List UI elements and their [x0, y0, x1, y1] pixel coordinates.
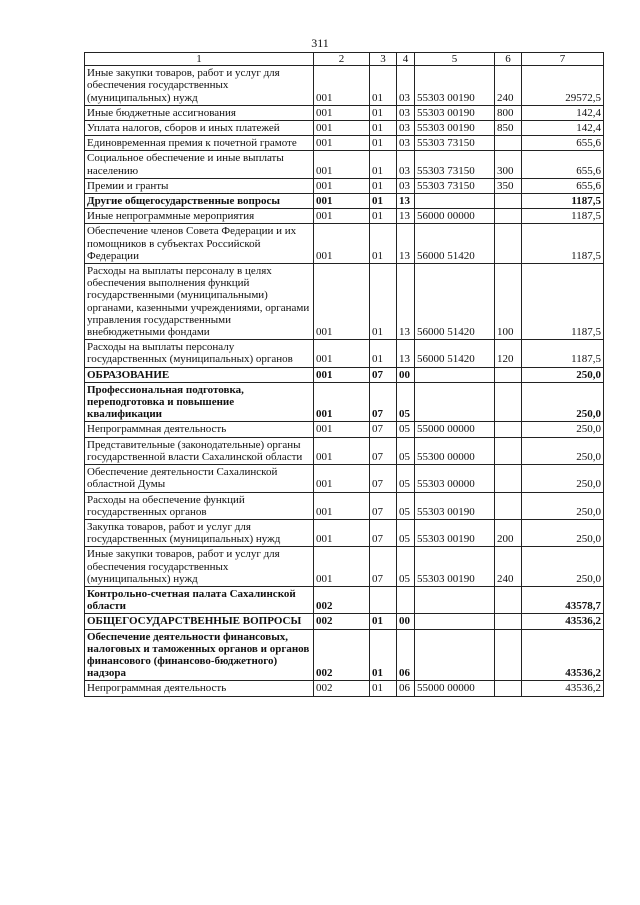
- table-row: [85, 209, 604, 224]
- item-name: Обеспечение членов Совета Федерации и их помощников в субъектах Российской Федерации: [85, 224, 314, 264]
- expense-type-code: [495, 209, 522, 224]
- expense-type-code: [495, 194, 522, 209]
- item-name: Иные закупки товаров, работ и услуг для обеспечения государственных (муниципальных) нужд: [85, 66, 314, 106]
- section-code: 01: [370, 66, 397, 106]
- amount: 655,6: [522, 151, 604, 178]
- ministry-code: 001: [314, 492, 370, 519]
- section-code: 01: [370, 340, 397, 367]
- item-name: Иные закупки товаров, работ и услуг для обеспечения государственных (муниципальных) нужд: [85, 547, 314, 587]
- amount: 43536,2: [522, 629, 604, 681]
- item-name: Расходы на выплаты персоналу государственных (муниципальных) органов: [85, 340, 314, 367]
- expense-type-code: 100: [495, 264, 522, 340]
- item-name: Другие общегосударственные вопросы: [85, 194, 314, 209]
- item-name: Непрограммная деятельность: [85, 422, 314, 437]
- subsection-code: 06: [397, 629, 415, 681]
- expense-type-code: [495, 367, 522, 382]
- ministry-code: 001: [314, 422, 370, 437]
- subsection-code: 06: [397, 681, 415, 696]
- subsection-code: 03: [397, 151, 415, 178]
- subsection-code: 00: [397, 367, 415, 382]
- section-code: 07: [370, 465, 397, 492]
- amount: 250,0: [522, 382, 604, 422]
- section-code: 01: [370, 264, 397, 340]
- table-row: [85, 178, 604, 193]
- target-article-code: [415, 194, 495, 209]
- expense-type-code: [495, 136, 522, 151]
- subsection-code: 00: [397, 614, 415, 629]
- target-article-code: 55303 00190: [415, 66, 495, 106]
- target-article-code: 55303 00190: [415, 105, 495, 120]
- table-row: [85, 121, 604, 136]
- table-row: [85, 437, 604, 464]
- ministry-code: 001: [314, 121, 370, 136]
- target-article-code: 56000 00000: [415, 209, 495, 224]
- amount: 655,6: [522, 136, 604, 151]
- section-code: 07: [370, 367, 397, 382]
- expense-type-code: [495, 382, 522, 422]
- table-row: [85, 519, 604, 546]
- item-name: Иные непрограммные мероприятия: [85, 209, 314, 224]
- amount: 43536,2: [522, 681, 604, 696]
- section-code: 01: [370, 151, 397, 178]
- amount: 1187,5: [522, 224, 604, 264]
- target-article-code: 55303 00190: [415, 547, 495, 587]
- subsection-code: 13: [397, 340, 415, 367]
- ministry-code: 001: [314, 382, 370, 422]
- amount: 250,0: [522, 492, 604, 519]
- ministry-code: 001: [314, 547, 370, 587]
- ministry-code: 002: [314, 629, 370, 681]
- table-row: [85, 264, 604, 340]
- item-name: Обеспечение деятельности Сахалинской областной Думы: [85, 465, 314, 492]
- expense-type-code: [495, 422, 522, 437]
- amount: 655,6: [522, 178, 604, 193]
- subsection-code: 03: [397, 121, 415, 136]
- table-row: [85, 629, 604, 681]
- subsection-code: 13: [397, 224, 415, 264]
- section-code: 01: [370, 681, 397, 696]
- target-article-code: 56000 51420: [415, 264, 495, 340]
- ministry-code: 001: [314, 367, 370, 382]
- ministry-code: 001: [314, 105, 370, 120]
- column-number: 4: [397, 53, 415, 66]
- subsection-code: [397, 586, 415, 613]
- target-article-code: [415, 586, 495, 613]
- column-number: 1: [85, 53, 314, 66]
- subsection-code: 05: [397, 382, 415, 422]
- amount: 29572,5: [522, 66, 604, 106]
- column-number: 7: [522, 53, 604, 66]
- item-name: Иные бюджетные ассигнования: [85, 105, 314, 120]
- item-name: Уплата налогов, сборов и иных платежей: [85, 121, 314, 136]
- amount: 1187,5: [522, 264, 604, 340]
- ministry-code: 001: [314, 340, 370, 367]
- target-article-code: 55303 73150: [415, 178, 495, 193]
- expense-type-code: [495, 586, 522, 613]
- subsection-code: 13: [397, 209, 415, 224]
- section-code: 07: [370, 519, 397, 546]
- target-article-code: 55303 00190: [415, 519, 495, 546]
- expense-type-code: [495, 614, 522, 629]
- ministry-code: 001: [314, 209, 370, 224]
- amount: 1187,5: [522, 194, 604, 209]
- item-name: Социальное обеспечение и иные выплаты населению: [85, 151, 314, 178]
- table-row: [85, 194, 604, 209]
- expense-type-code: [495, 465, 522, 492]
- ministry-code: 001: [314, 465, 370, 492]
- page-number: 311: [311, 36, 329, 50]
- table-row: [85, 136, 604, 151]
- ministry-code: 001: [314, 264, 370, 340]
- amount: 43536,2: [522, 614, 604, 629]
- subsection-code: 03: [397, 136, 415, 151]
- ministry-code: 001: [314, 136, 370, 151]
- item-name: Закупка товаров, работ и услуг для государственных (муниципальных) нужд: [85, 519, 314, 546]
- item-name: Обеспечение деятельности финансовых, налоговых и таможенных органов и органов финансового (финансово-бюджетного) надзора: [85, 629, 314, 681]
- item-name: Расходы на обеспечение функций государственных органов: [85, 492, 314, 519]
- expense-type-code: 800: [495, 105, 522, 120]
- ministry-code: 002: [314, 614, 370, 629]
- item-name: Контрольно-счетная палата Сахалинской области: [85, 586, 314, 613]
- item-name: ОБРАЗОВАНИЕ: [85, 367, 314, 382]
- amount: 142,4: [522, 105, 604, 120]
- amount: 1187,5: [522, 340, 604, 367]
- subsection-code: 03: [397, 178, 415, 193]
- item-name: Представительные (законодательные) органы государственной власти Сахалинской области: [85, 437, 314, 464]
- target-article-code: [415, 629, 495, 681]
- target-article-code: [415, 382, 495, 422]
- target-article-code: 55303 00000: [415, 465, 495, 492]
- section-code: 07: [370, 437, 397, 464]
- column-number: 5: [415, 53, 495, 66]
- section-code: 07: [370, 547, 397, 587]
- target-article-code: [415, 367, 495, 382]
- section-code: [370, 586, 397, 613]
- table-row: [85, 382, 604, 422]
- amount: 250,0: [522, 437, 604, 464]
- table-row: [85, 681, 604, 696]
- section-code: 01: [370, 614, 397, 629]
- amount: 1187,5: [522, 209, 604, 224]
- item-name: Единовременная премия к почетной грамоте: [85, 136, 314, 151]
- target-article-code: 55303 73150: [415, 151, 495, 178]
- expense-type-code: [495, 629, 522, 681]
- column-number: 3: [370, 53, 397, 66]
- subsection-code: 03: [397, 105, 415, 120]
- target-article-code: 55303 00190: [415, 492, 495, 519]
- section-code: 01: [370, 629, 397, 681]
- ministry-code: 001: [314, 519, 370, 546]
- expense-type-code: 850: [495, 121, 522, 136]
- section-code: 01: [370, 136, 397, 151]
- expense-type-code: 240: [495, 547, 522, 587]
- table-row: [85, 422, 604, 437]
- expense-type-code: 120: [495, 340, 522, 367]
- amount: 250,0: [522, 367, 604, 382]
- budget-table: [84, 52, 604, 697]
- table-row: [85, 151, 604, 178]
- column-number: 2: [314, 53, 370, 66]
- column-number: 6: [495, 53, 522, 66]
- expense-type-code: 240: [495, 66, 522, 106]
- target-article-code: 55303 00190: [415, 121, 495, 136]
- expense-type-code: 350: [495, 178, 522, 193]
- ministry-code: 001: [314, 66, 370, 106]
- subsection-code: 13: [397, 194, 415, 209]
- ministry-code: 001: [314, 194, 370, 209]
- ministry-code: 001: [314, 151, 370, 178]
- subsection-code: 05: [397, 437, 415, 464]
- section-code: 01: [370, 209, 397, 224]
- amount: 250,0: [522, 465, 604, 492]
- subsection-code: 05: [397, 547, 415, 587]
- expense-type-code: 200: [495, 519, 522, 546]
- target-article-code: 55303 73150: [415, 136, 495, 151]
- subsection-code: 05: [397, 492, 415, 519]
- item-name: Премии и гранты: [85, 178, 314, 193]
- column-number-header: [85, 53, 604, 66]
- item-name: Расходы на выплаты персоналу в целях обеспечения выполнения функций государственными (муниципальными) органами, казенными учреждениями, органами управления государственными внебюджетными фондами: [85, 264, 314, 340]
- section-code: 07: [370, 382, 397, 422]
- subsection-code: 05: [397, 519, 415, 546]
- item-name: Профессиональная подготовка, переподготовка и повышение квалификации: [85, 382, 314, 422]
- subsection-code: 05: [397, 422, 415, 437]
- section-code: 01: [370, 194, 397, 209]
- table-row: [85, 465, 604, 492]
- ministry-code: 001: [314, 224, 370, 264]
- table-row: [85, 340, 604, 367]
- item-name: ОБЩЕГОСУДАРСТВЕННЫЕ ВОПРОСЫ: [85, 614, 314, 629]
- target-article-code: 55000 00000: [415, 422, 495, 437]
- amount: 142,4: [522, 121, 604, 136]
- expense-type-code: [495, 437, 522, 464]
- subsection-code: 03: [397, 66, 415, 106]
- table-row: [85, 367, 604, 382]
- target-article-code: 56000 51420: [415, 224, 495, 264]
- ministry-code: 001: [314, 178, 370, 193]
- target-article-code: 55300 00000: [415, 437, 495, 464]
- target-article-code: 56000 51420: [415, 340, 495, 367]
- section-code: 01: [370, 178, 397, 193]
- expense-type-code: [495, 681, 522, 696]
- ministry-code: 002: [314, 681, 370, 696]
- table-row: [85, 547, 604, 587]
- section-code: 01: [370, 224, 397, 264]
- amount: 250,0: [522, 519, 604, 546]
- target-article-code: [415, 614, 495, 629]
- section-code: 01: [370, 121, 397, 136]
- section-code: 07: [370, 422, 397, 437]
- amount: 250,0: [522, 422, 604, 437]
- ministry-code: 001: [314, 437, 370, 464]
- expense-type-code: [495, 492, 522, 519]
- table-row: [85, 614, 604, 629]
- table-row: [85, 224, 604, 264]
- section-code: 07: [370, 492, 397, 519]
- target-article-code: 55000 00000: [415, 681, 495, 696]
- amount: 250,0: [522, 547, 604, 587]
- subsection-code: 05: [397, 465, 415, 492]
- item-name: Непрограммная деятельность: [85, 681, 314, 696]
- section-code: 01: [370, 105, 397, 120]
- expense-type-code: 300: [495, 151, 522, 178]
- table-row: [85, 492, 604, 519]
- table-row: [85, 586, 604, 613]
- ministry-code: 002: [314, 586, 370, 613]
- expense-type-code: [495, 224, 522, 264]
- table-row: [85, 66, 604, 106]
- amount: 43578,7: [522, 586, 604, 613]
- subsection-code: 13: [397, 264, 415, 340]
- table-row: [85, 105, 604, 120]
